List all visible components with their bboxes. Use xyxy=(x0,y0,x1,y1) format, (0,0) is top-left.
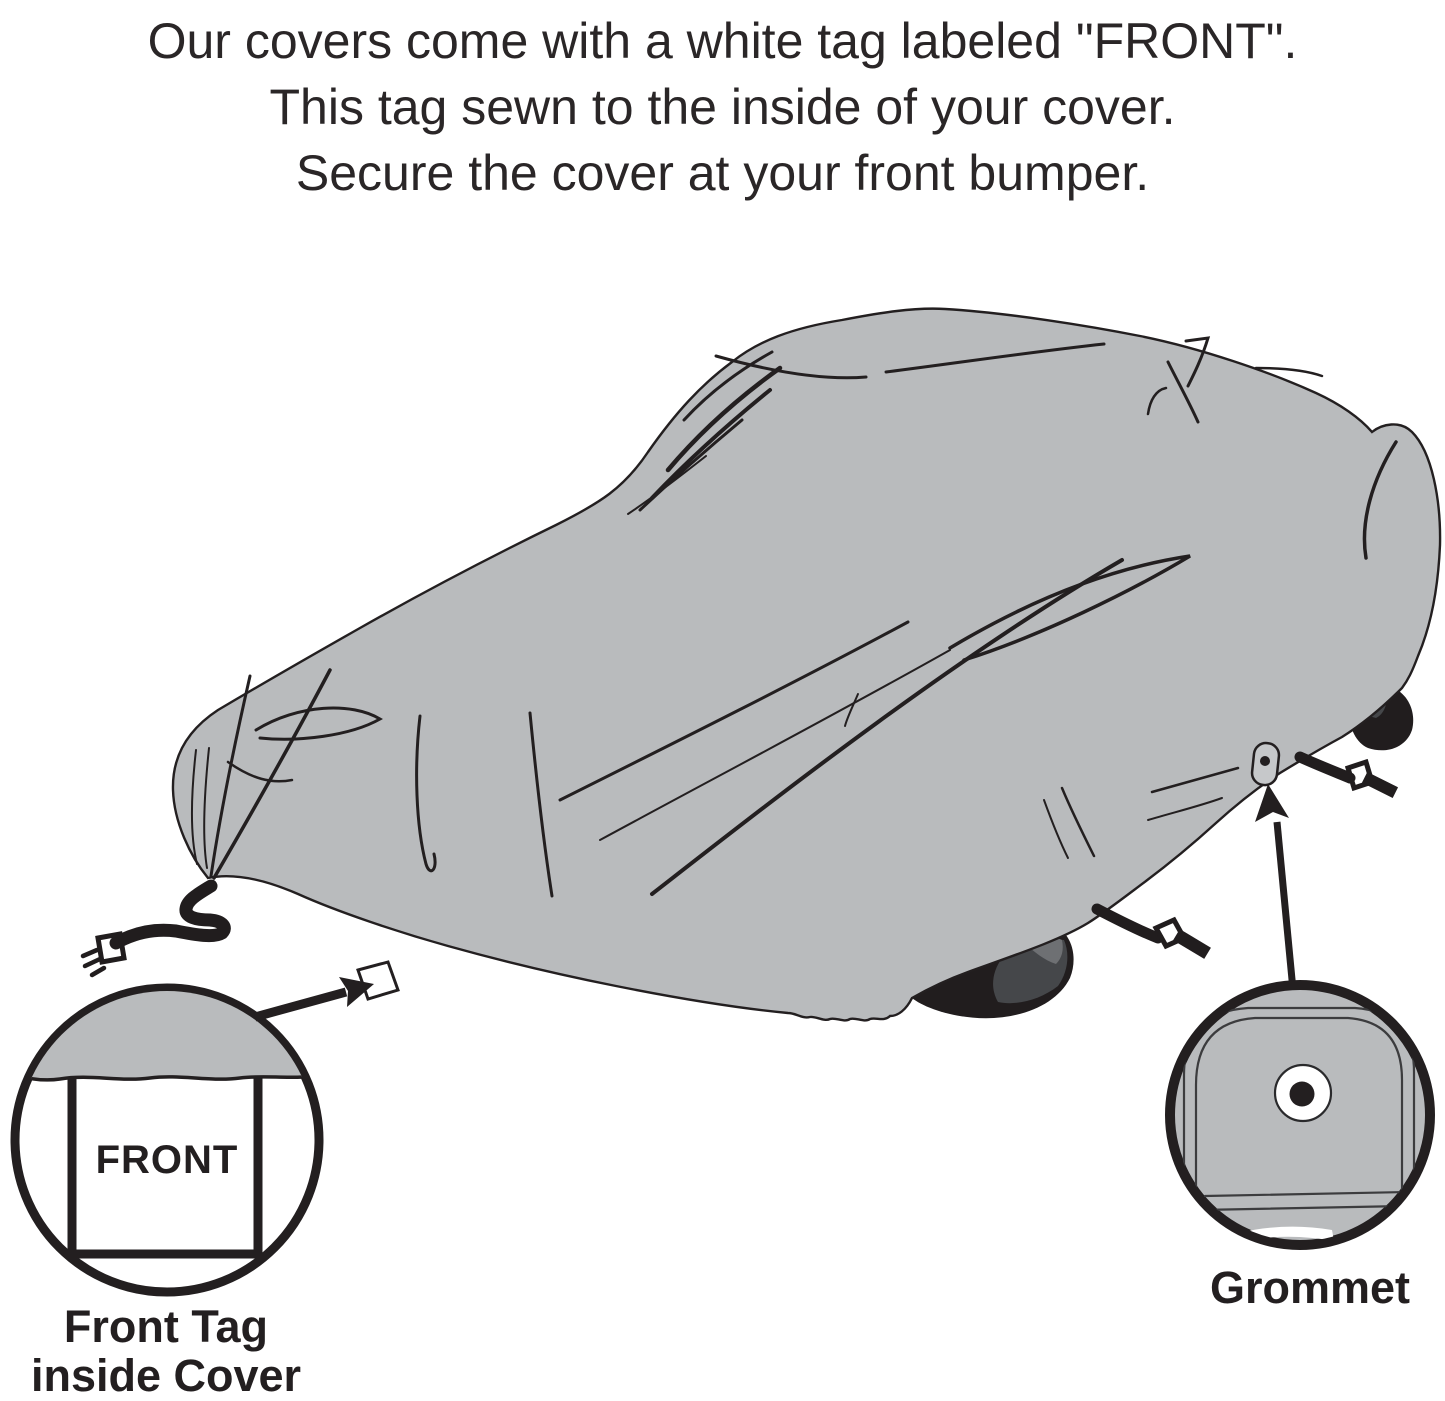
front-tag-caption-line-1: Front Tag xyxy=(63,1301,269,1352)
grommet-hole xyxy=(1290,1082,1315,1107)
headline-line-3: Secure the cover at your front bumper. xyxy=(295,145,1150,201)
grommet-caption: Grommet xyxy=(1209,1262,1411,1313)
front-strap xyxy=(83,886,224,975)
grommet-arrow-icon xyxy=(1255,784,1293,990)
front-tag-arrow-icon xyxy=(255,977,374,1017)
car-cover-body xyxy=(173,309,1440,1021)
middle-strap xyxy=(1097,909,1202,950)
front-tag-caption-line-2: inside Cover xyxy=(30,1350,302,1401)
front-tag-caption xyxy=(0,1302,332,1400)
cover-edge-in-callout xyxy=(6,976,330,1080)
front-tag-on-cover xyxy=(358,962,398,999)
front-tag-callout xyxy=(6,976,374,1292)
rear-strap xyxy=(1300,757,1390,790)
front-tag-text: FRONT xyxy=(95,1138,239,1182)
headline-line-1: Our covers come with a white tag labeled "FRONT". xyxy=(147,13,1298,69)
grommet-callout xyxy=(1170,784,1430,1245)
middle-buckle-icon xyxy=(1156,920,1202,950)
grommet-tab xyxy=(1251,742,1280,786)
headline-line-2: This tag sewn to the inside of your cover. xyxy=(269,79,1176,135)
